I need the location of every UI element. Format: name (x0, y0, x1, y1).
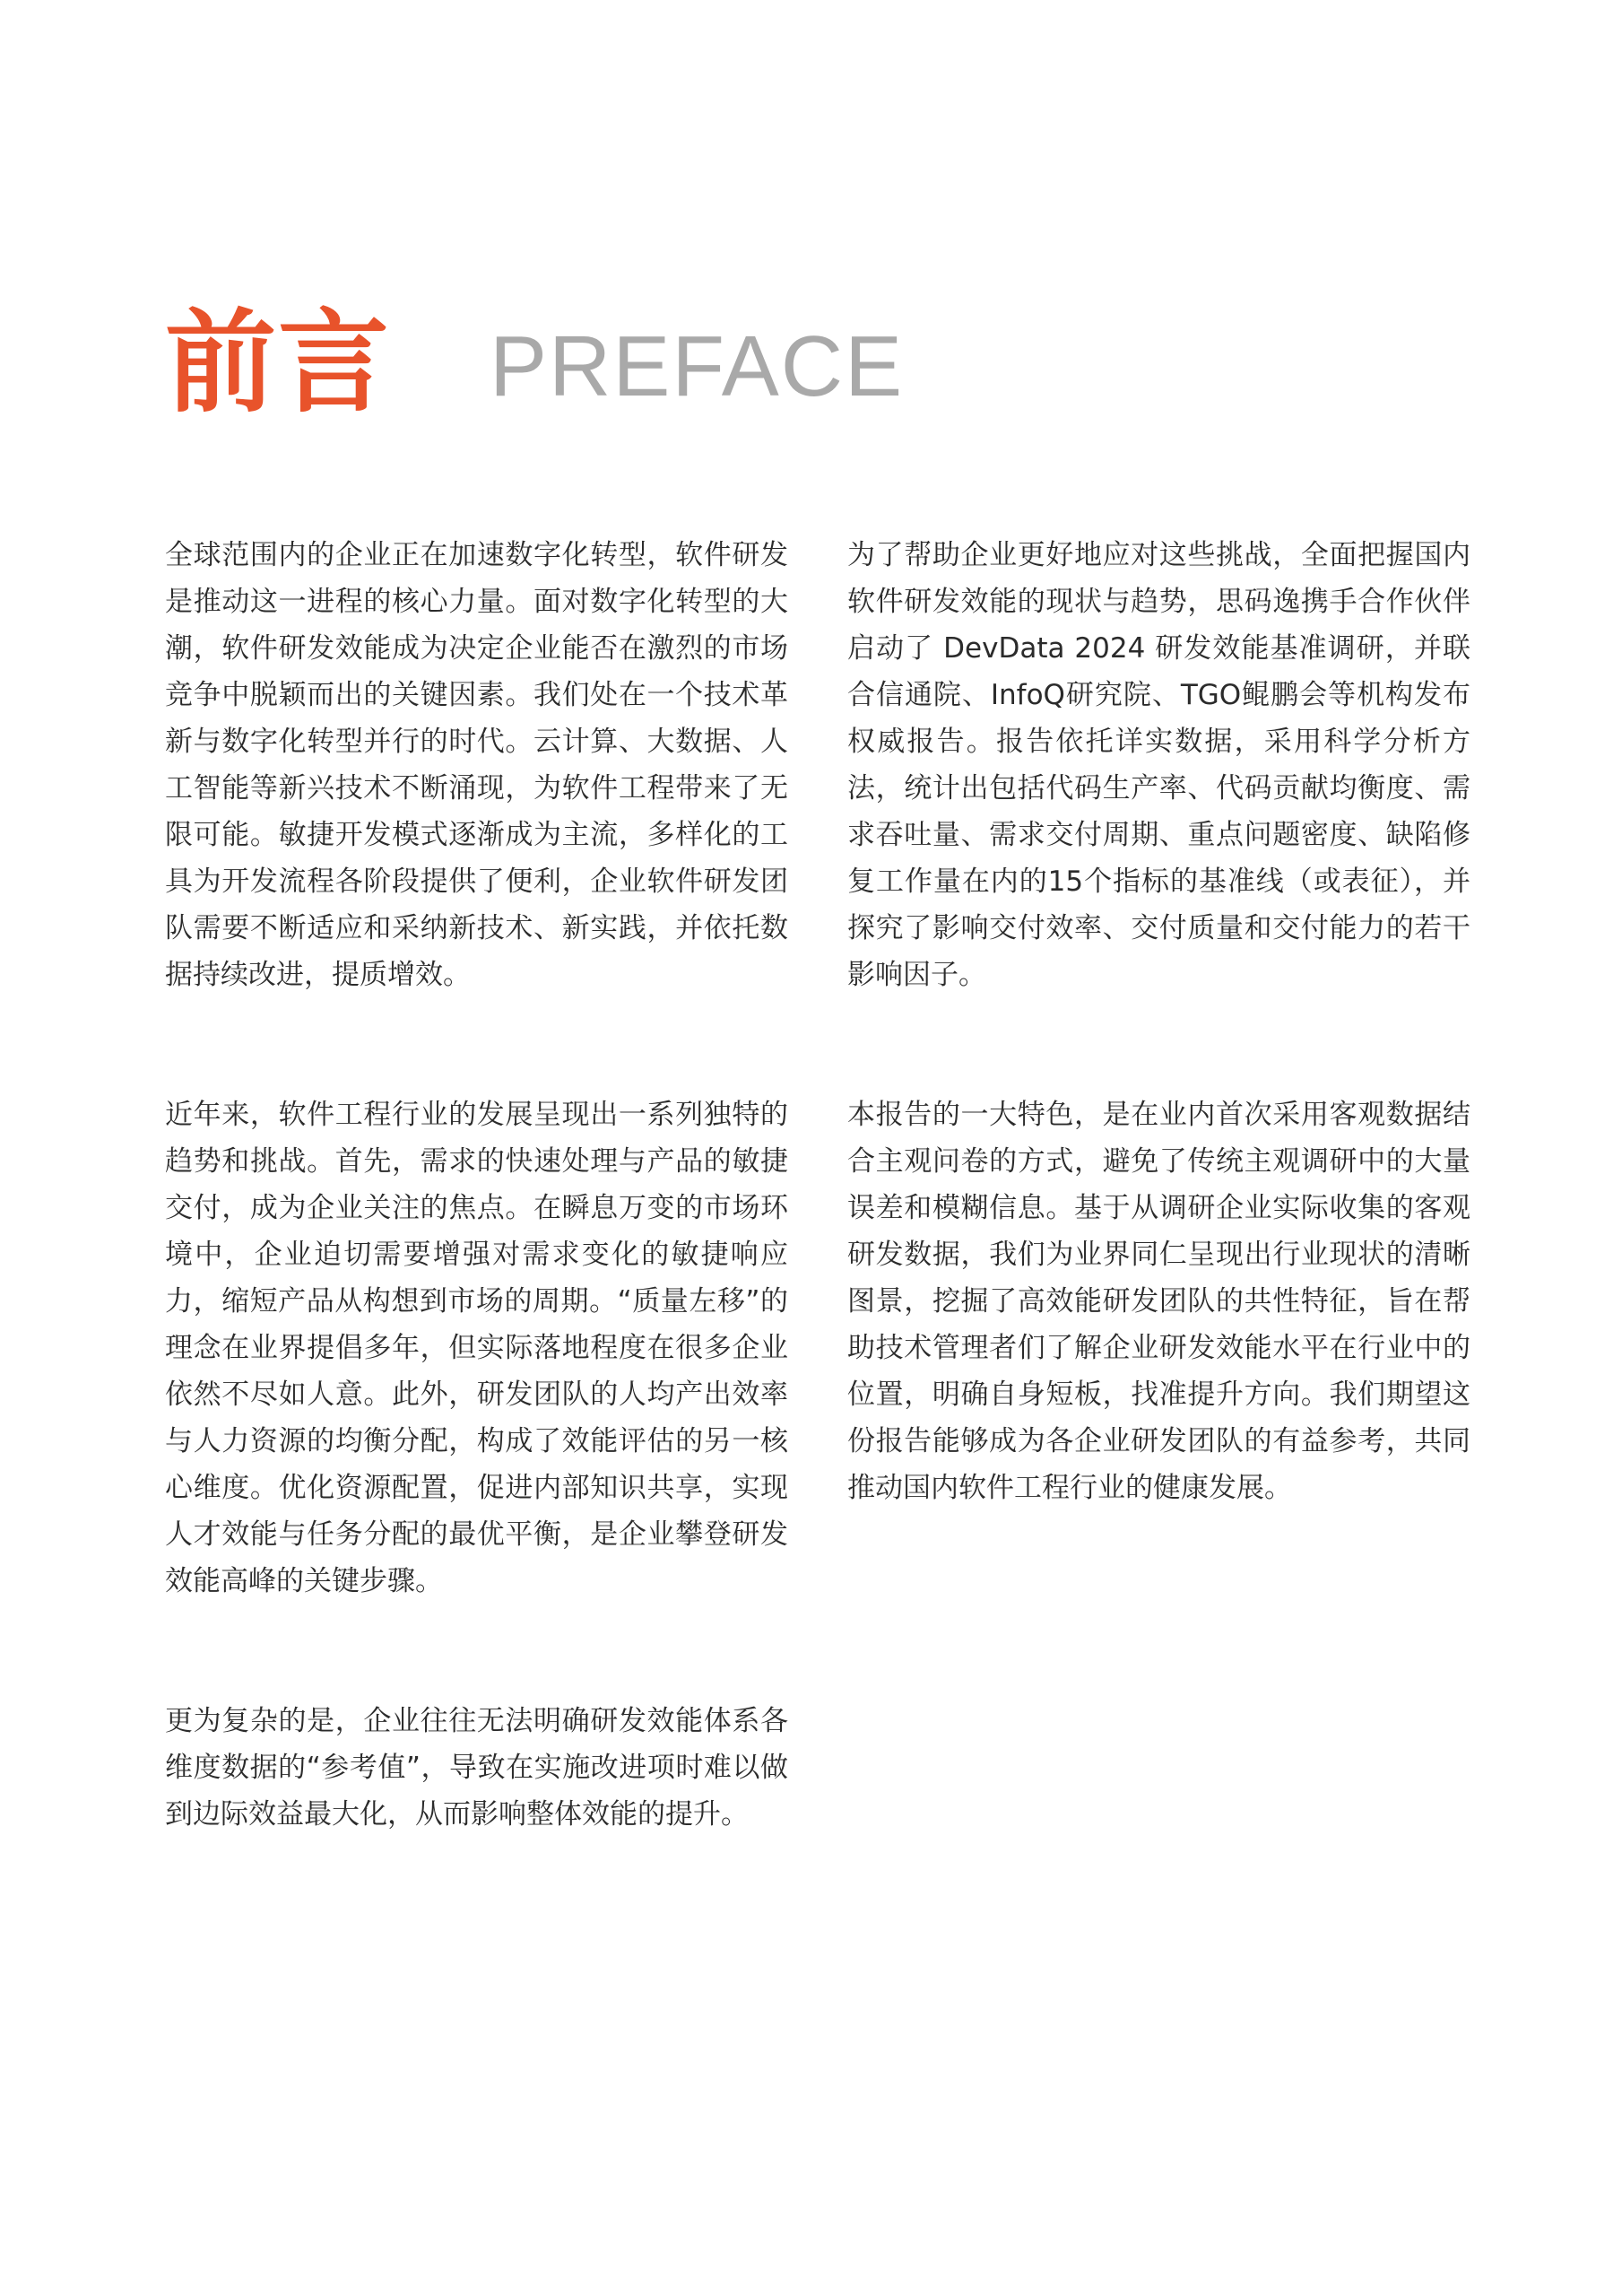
paragraph: 近年来，软件工程行业的发展呈现出一系列独特的趋势和挑战。首先，需求的快速处理与产品的敏捷交付，成为企业关注的焦点。在瞬息万变的市场环境中，企业迫切需要增强对需求变化的敏捷响应力，缩短产品从构想到市场的周期。“质量左移”的理念在业界提倡多年，但实际落地程度在很多企业依然不尽如人意。此外，研发团队的人均产出效率与人力资源的均衡分配，构成了效能评估的另一核心维度。优化资源配置，促进内部知识共享，实现人才效能与任务分配的最优平衡，是企业攀登研发效能高峰的关键步骤。 (165, 1099, 788, 1597)
paragraph: 更为复杂的是，企业往往无法明确研发效能体系各维度数据的“参考值”，导致在实施改进项时难以做到边际效益最大化，从而影响整体效能的提升。 (165, 1705, 788, 1831)
paragraph: 为了帮助企业更好地应对这些挑战，全面把握国内软件研发效能的现状与趋势，思码逸携手合作伙伴启动了 DevData 2024 研发效能基准调研，并联合信通院、InfoQ研究院、TGO鲲鹏会等机构发布权威报告。报告依托详实数据，采用科学分析方法，统计出包括代码生产率、代码贡献均衡度、需求吞吐量、需求交付周期、重点问题密度、缺陷修复工作量在内的15个指标的基准线（或表征），并探究了影响交付效率、交付质量和交付能力的若干影响因子。 (847, 539, 1470, 991)
page-title: 前言 (165, 299, 392, 428)
page-title-english: PREFACE (490, 318, 905, 414)
paragraph: 本报告的一大特色，是在业内首次采用客观数据结合主观问卷的方式，避免了传统主观调研中的大量误差和模糊信息。基于从调研企业实际收集的客观研发数据，我们为业界同仁呈现出行业现状的清晰图景，挖掘了高效能研发团队的共性特征，旨在帮助技术管理者们了解企业研发效能水平在行业中的位置，明确自身短板，找准提升方向。我们期望这份报告能够成为各企业研发团队的有益参考，共同推动国内软件工程行业的健康发展。 (847, 1099, 1470, 1504)
page-heading (165, 296, 904, 430)
left-column (165, 532, 788, 1931)
right-column (847, 532, 1470, 1605)
paragraph: 全球范围内的企业正在加速数字化转型，软件研发是推动这一进程的核心力量。面对数字化转型的大潮，软件研发效能成为决定企业能否在激烈的市场竞争中脱颖而出的关键因素。我们处在一个技术革新与数字化转型并行的时代。云计算、大数据、人工智能等新兴技术不断涌现，为软件工程带来了无限可能。敏捷开发模式逐渐成为主流，多样化的工具为开发流程各阶段提供了便利，企业软件研发团队需要不断适应和采纳新技术、新实践，并依托数据持续改进，提质增效。 (165, 539, 788, 991)
